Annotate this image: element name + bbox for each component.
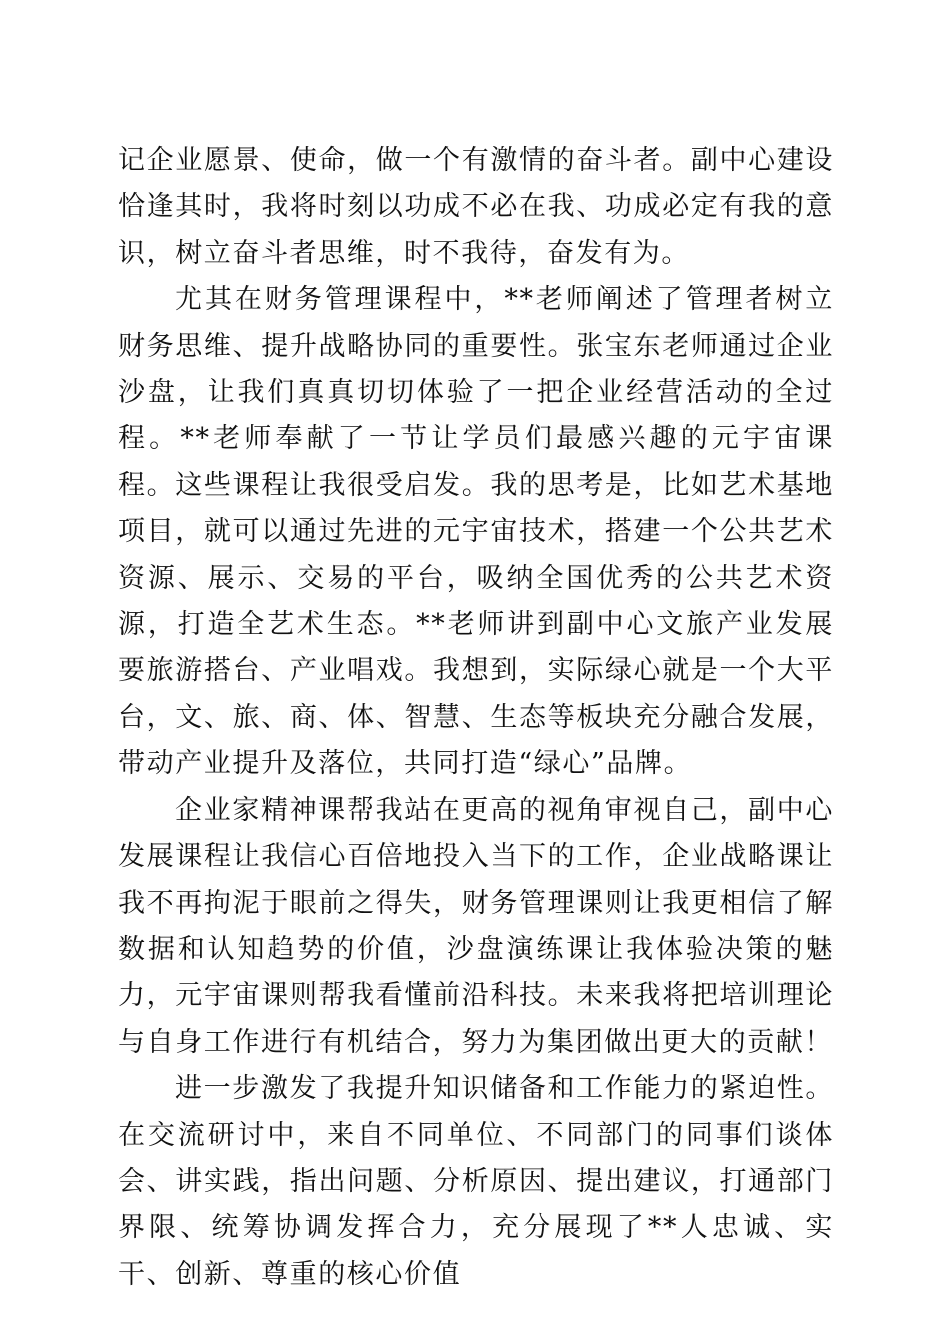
paragraph-continuation: 记企业愿景、使命，做一个有激情的奋斗者。副中心建设恰逢其时，我将时刻以功成不必在我、功成必定有我的意识，树立奋斗者思维，时不我待，奋发有为。 [118,145,834,269]
document-body [118,138,834,1298]
paragraph-course-summary: 企业家精神课帮我站在更高的视角审视自己，副中心发展课程让我信心百倍地投入当下的工作，企业战略课让我不再拘泥于眼前之得失，财务管理课则让我更相信了解数据和认知趋势的价值，沙盘演练课让我体验决策的魅力，元宇宙课则帮我看懂前沿科技。未来我将把培训理论与自身工作进行有机结合，努力为集团做出更大的贡献！ [118,794,834,1058]
paragraph-urgency: 进一步激发了我提升知识储备和工作能力的紧迫性。在交流研讨中，来自不同单位、不同部门的同事们谈体会、讲实践，指出问题、分析原因、提出建议，打通部门界限、统筹协调发挥合力，充分展现了**人忠诚、实干、创新、尊重的核心价值 [118,1073,834,1290]
paragraph-finance-course: 尤其在财务管理课程中，**老师阐述了管理者树立财务思维、提升战略协同的重要性。张宝东老师通过企业沙盘，让我们真真切切体验了一把企业经营活动的全过程。**老师奉献了一节让学员们最感兴趣的元宇宙课程。这些课程让我很受启发。我的思考是，比如艺术基地项目，就可以通过先进的元宇宙技术，搭建一个公共艺术资源、展示、交易的平台，吸纳全国优秀的公共艺术资源，打造全艺术生态。**老师讲到副中心文旅产业发展要旅游搭台、产业唱戏。我想到，实际绿心就是一个大平台，文、旅、商、体、智慧、生态等板块充分融合发展，带动产业提升及落位，共同打造“绿心”品牌。 [118,284,834,780]
